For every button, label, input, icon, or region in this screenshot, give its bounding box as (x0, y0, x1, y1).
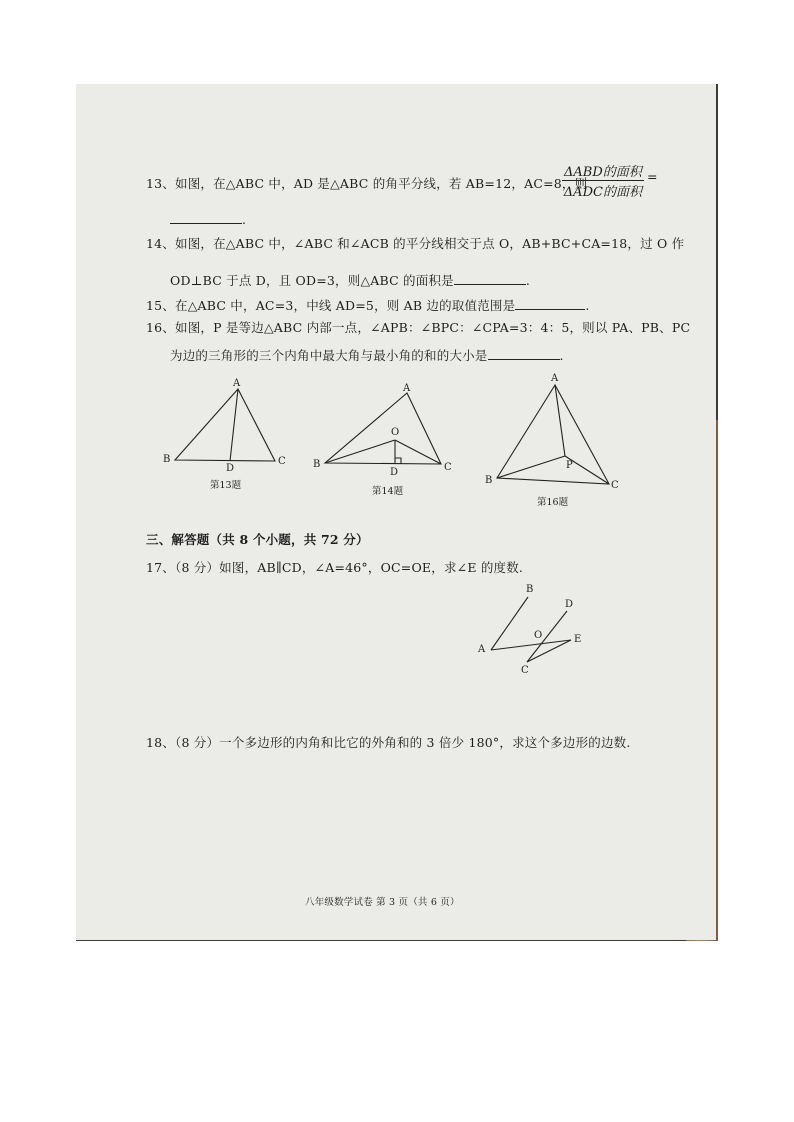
q13-equals: = (647, 169, 658, 184)
page-footer: 八年级数学试卷 第 3 页（共 6 页） (305, 897, 460, 908)
fig14-label-A: A (403, 383, 411, 394)
fig16-label-C: C (611, 480, 619, 491)
fig14-label-O: O (391, 427, 400, 438)
fig17-label-O: O (534, 630, 543, 641)
q14-line1: 14、如图，在△ABC 中，∠ABC 和∠ACB 的平分线相交于点 O，AB+BC+CA=18，过 O 作 (146, 236, 685, 251)
fig17-label-A: A (478, 644, 486, 655)
q15-text: 15、在△ABC 中，AC=3，中线 AD=5，则 AB 边的取值范围是 . (146, 298, 590, 313)
q14-line2: OD⊥BC 于点 D，且 OD=3，则△ABC 的面积是 . (170, 273, 531, 288)
fig17-line-AB (491, 597, 528, 650)
section3-title: 三、解答题（共 8 个小题，共 72 分） (146, 532, 369, 547)
fig14-label-D: D (390, 467, 399, 478)
q16-line2: 为边的三角形的三个内角中最大角与最小角的和的大小是 . (170, 348, 564, 363)
q17-text: 17、（8 分）如图，AB∥CD，∠A=46°，OC=OE，求∠E 的度数. (146, 560, 524, 575)
fig17-label-C: C (521, 665, 529, 676)
fig14-label-C: C (444, 462, 452, 473)
fig16-label-P: P (566, 460, 573, 471)
fig13-label-C: C (278, 456, 286, 467)
fig14-label-B: B (313, 459, 321, 470)
fig17-label-B: B (526, 584, 534, 595)
q13-fraction-numerator: ΔABD的面积 (562, 161, 644, 181)
fig14-caption: 第14题 (372, 486, 404, 497)
fig16-label-A: A (551, 373, 559, 384)
fig17-label-E: E (574, 634, 582, 645)
fig17-line-CD (527, 611, 567, 662)
fig17-line-AE (491, 640, 571, 650)
fig13-caption: 第13题 (210, 480, 242, 491)
q13-answer-line: . (170, 212, 246, 227)
q18-text: 18、（8 分）一个多边形的内角和比它的外角和的 3 倍少 180°，求这个多边形的边数. (146, 735, 631, 750)
q13-text: 13、如图，在△ABC 中，AD 是△ABC 的角平分线，若 AB=12，AC=8，则 (146, 176, 588, 191)
q16-line1: 16、如图，P 是等边△ABC 内部一点，∠APB：∠BPC：∠CPA=3：4：5，则以 PA、PB、PC (146, 320, 691, 335)
fig16-label-B: B (485, 475, 493, 486)
fig16-caption: 第16题 (537, 497, 569, 508)
q13-fraction-denominator: ΔADC的面积 (563, 185, 642, 200)
fig13-label-D: D (226, 463, 235, 474)
fig13-label-A: A (233, 378, 241, 389)
fig13-label-B: B (163, 454, 171, 465)
fig17-label-D: D (565, 599, 574, 610)
